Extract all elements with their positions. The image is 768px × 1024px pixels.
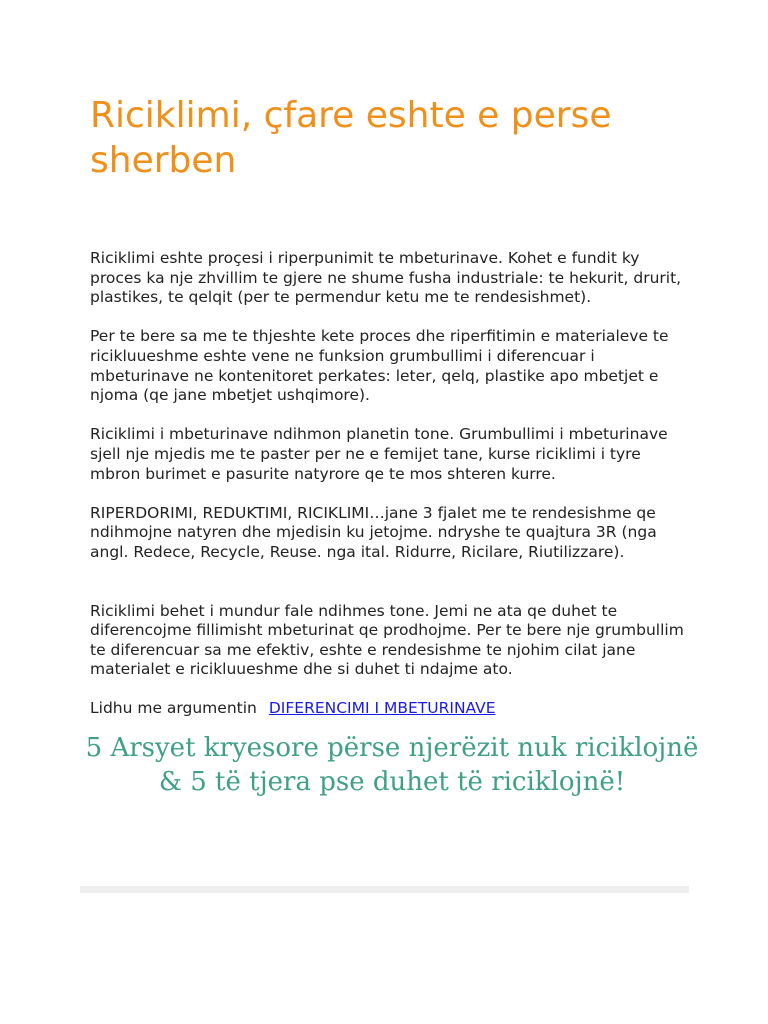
- section-divider: [80, 886, 689, 893]
- paragraph-3: Riciklimi i mbeturinave ndihmon planetin tone. Grumbullimi i mbeturinave sjell nje mjedis me te paster per ne e femijet tane, kurse riciklimi i tyre mbron burimet e pasurite natyrore qe te mos shteren kurre.: [90, 425, 668, 483]
- related-label: Lidhu me argumentin: [90, 699, 257, 718]
- paragraph-5: Riciklimi behet i mundur fale ndihmes tone. Jemi ne ata qe duhet te diferencojme fillimisht mbeturinat qe prodhojme. Per te bere nje grumbullim te diferencuar sa me efektiv, eshte e rendesishme te njohim cilat jane materialet e ricikluueshme dhe si duhet ti ndajme ato.: [90, 601, 684, 679]
- paragraph-1: Riciklimi eshte proçesi i riperpunimit te mbeturinave. Kohet e fundit ky proces ka nje zhvillim te gjere ne shume fusha industriale: te hekurit, drurit, plastikes, te qelqit (per te permendur ketu me te rendesishmet).: [90, 249, 682, 307]
- paragraph-2: Per te bere sa me te thjeshte kete proces dhe riperfitimin e materialeve te ricikluueshme eshte vene ne funksion grumbullimi i diferencuar i mbeturinave ne kontenitoret perkates: leter, qelq, plastike apo mbetjet e njoma (qe jane mbetjet ushqimore).: [90, 327, 669, 405]
- related-topic: [90, 699, 690, 719]
- paragraph-4: RIPERDORIMI, REDUKTIMI, RICIKLIMI…jane 3 fjalet me te rendesishme qe ndihmojne natyren dhe mjedisin ku jetojme. ndryshe te quajtura 3R (nga angl. Redece, Recycle, Reuse. nga ital. Ridurre, Ricilare, Riutilizzare).: [90, 503, 657, 561]
- related-topic-link[interactable]: DIFERENCIMI I MBETURINAVE: [268, 699, 496, 718]
- section-subheading: 5 Arsyet kryesore përse njerëzit nuk riciklojnë & 5 të tjera pse duhet të riciklojnë!: [85, 733, 699, 798]
- article-title: Riciklimi, çfare eshte e perse sherben: [90, 95, 612, 181]
- article-body: [85, 249, 699, 799]
